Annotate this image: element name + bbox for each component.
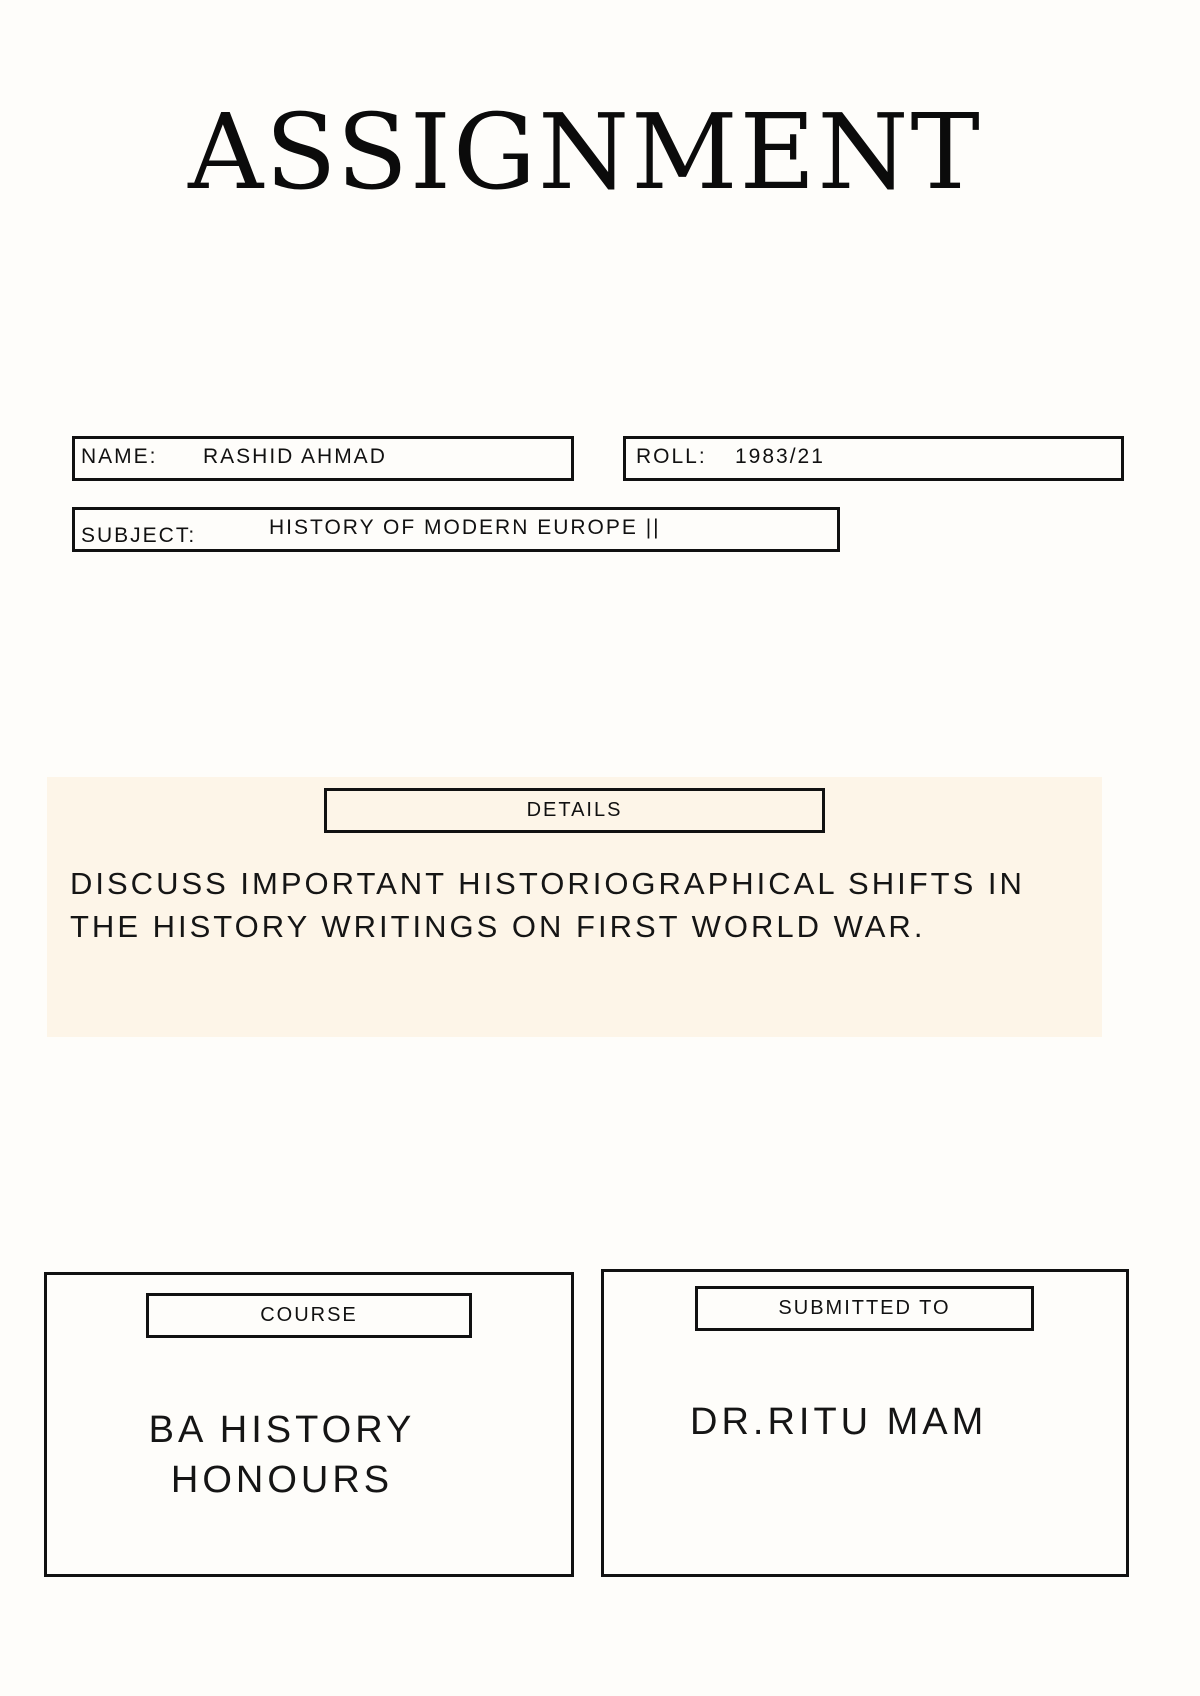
subject-label: SUBJECT:	[81, 524, 197, 547]
subject-value: HISTORY OF MODERN EUROPE ||	[269, 516, 661, 539]
submitted-to-label: SUBMITTED TO	[695, 1286, 1034, 1331]
name-value: RASHID AHMAD	[203, 445, 387, 468]
course-value: BA HISTORY HONOURS	[148, 1409, 416, 1501]
roll-value: 1983/21	[735, 445, 825, 468]
course-label: COURSE	[146, 1293, 472, 1338]
roll-field	[623, 436, 1124, 481]
submitted-to-value: DR.RITU MAM	[690, 1401, 988, 1443]
name-label: NAME:	[81, 445, 158, 468]
assignment-question: DISCUSS IMPORTANT HISTORIOGRAPHICAL SHIFTS IN THE HISTORY WRITINGS ON FIRST WORLD WAR.	[70, 866, 1025, 944]
page-title: ASSIGNMENT	[188, 91, 982, 213]
subject-field	[72, 507, 840, 552]
name-field	[72, 436, 574, 481]
roll-label: ROLL:	[636, 445, 707, 468]
details-label: DETAILS	[324, 788, 825, 833]
